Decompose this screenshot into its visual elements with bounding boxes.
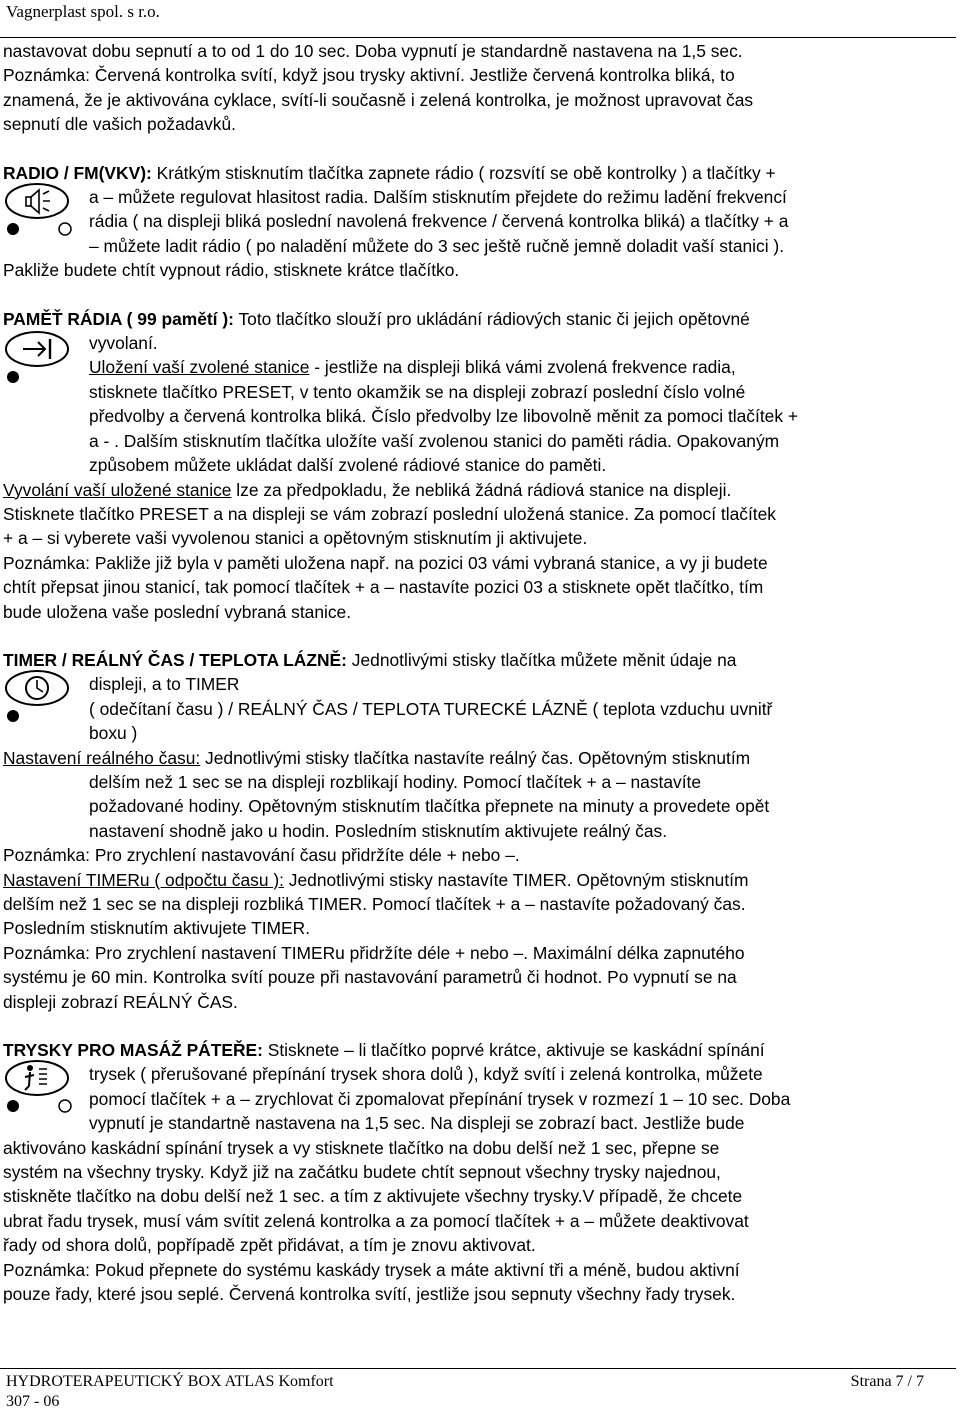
recall-station-label: Vyvolání vaší uložené stanice [3,479,232,500]
text-line: pomocí tlačítek + a – zrychlovat či zpomalovat přepínání trysek v rozmezí 1 – 10 sec. Doba [89,1088,791,1109]
text-line: Poznámka: Červená kontrolka svítí, když jsou trysky aktivní. Jestliže červená kontrolka bliká, to [3,65,735,86]
spine-jets-button-icon [3,1058,75,1116]
jets-title: TRYSKY PRO MASÁŽ PÁTEŘE: [3,1040,263,1061]
text-line: delším než 1 sec se na displeji rozblikají hodiny. Pomocí tlačítek + a – nastavíte [89,771,702,792]
text-line: bude uložena vaše poslední vybraná stanice. [3,601,352,622]
store-station-label: Uložení vaší zvolené stanice [89,357,310,378]
text-line: boxu ) [89,723,138,744]
text-line: Uložení vaší zvolené stanice - jestliže na displeji bliká vámi zvolená frekvence radia, [89,357,736,378]
text-line: systém na všechny trysky. Když již na začátku budete chtít sepnout všechny trysky najednou, [3,1162,721,1183]
text-line: Krátkým stisknutím tlačítka zapnete rádio ( rozsvítí se obě kontrolky ) a tlačítky + [156,162,776,183]
text-line: Poznámka: Pakliže již byla v paměti uložena např. na pozici 03 vámi vybraná stanice, a vy ji budete [3,552,768,573]
timer-heading-line [3,648,955,672]
text-line: vypnutí je standartně nastavena na 1,5 sec. Na displeji se zobrazí bact. Jestliže bude [89,1113,745,1134]
text-line: displeji, a to TIMER [89,674,240,695]
text-line: znamená, že je aktivována cyklace, svítí-li současně i zelená kontrolka, je možnost upravovat čas [3,89,754,110]
text-line: Posledním stisknutím aktivujete TIMER. [3,918,311,939]
text-line: a - . Dalším stisknutím tlačítka uložíte vaší zvolenou stanici do paměti rádia. Opakovaným [89,430,780,451]
text-line: vyvolaní. [89,333,158,354]
text-line: Stisknete – li tlačítko poprvé krátce, aktivuje se kaskádní spínání [262,1040,765,1061]
text-line: Poznámka: Pro zrychlení nastavení TIMERu přidržíte déle + nebo –. Maximální délka zapnutého [3,942,745,963]
text-line: – můžete ladit rádio ( po naladění můžete do 3 sec ještě ručně jemně doladit vaší stanici ). [89,235,785,256]
footer-divider [0,1368,956,1369]
text-line: předvolby a červená kontrolka bliká. Číslo předvolby lze libovolně měnit za pomoci tlačítek + [89,406,799,427]
text-line: systému je 60 min. Kontrolka svítí pouze při nastavování parametrů či hodnot. Po vypnutí se na [3,967,737,988]
footer-document-code: 307 - 06 [6,1393,60,1410]
radio-title: RADIO / FM(VKV): [3,162,152,183]
footer-page-number: Strana 7 / 7 [850,1373,924,1390]
header-divider [0,37,956,38]
text-line: displeji zobrazí REÁLNÝ ČAS. [3,991,238,1012]
text-line: Jednotlivými stisky tlačítka můžete měnit údaje na [346,649,737,670]
text-line: ( odečítaní času ) / REÁLNÝ ČAS / TEPLOTA TURECKÉ LÁZNĚ ( teplota vzduchu uvnitř [89,698,773,719]
radio-heading-line [3,161,955,185]
text-line: Vyvolání vaší uložené stanice lze za předpokladu, že nebliká žádná rádiová stanice na displeji. [3,479,732,500]
text-line: požadované hodiny. Opětovným stisknutím tlačítka přepnete na minuty a provedete opět [89,796,770,817]
text-line: rádia ( na displeji bliká poslední navolená frekvence / červená kontrolka bliká) a tlačítky + a [89,211,789,232]
jets-section [3,1038,955,1306]
footer-document-title: HYDROTERAPEUTICKÝ BOX ATLAS Komfort [6,1373,334,1390]
preset-button-icon [3,329,75,387]
text-line: Toto tlačítko slouží pro ukládání rádiových stanic či jejich opětovné [238,308,750,329]
memory-title: PAMĚŤ RÁDIA ( 99 pamětí ): [3,308,234,329]
memory-section [3,307,955,624]
timer-section [3,648,955,1014]
text-line: aktivováno kaskádní spínání trysek a vy stisknete tlačítko na dobu delší než 1 sec, přepne se [3,1137,720,1158]
radio-section [3,161,955,283]
text-line: pouze řady, které jsou seplé. Červená kontrolka svítí, jestliže jsou sepnuty všechny řady trysek. [3,1284,736,1305]
timer-title: TIMER / REÁLNÝ ČAS / TEPLOTA LÁZNĚ: [3,649,347,670]
text-line: + a – si vyberete vaši vyvolenou stanici a opětovným stisknutím ji aktivujete. [3,528,588,549]
text-line: Pakliže budete chtít vypnout rádio, stisknete krátce tlačítko. [3,260,460,281]
company-header: Vagnerplast spol. s r.o. [6,2,160,21]
text-line: Nastavení reálného času: Jednotlivými stisky tlačítka nastavíte reálný čas. Opětovným stisknutím [3,747,751,768]
memory-heading-line [3,307,955,331]
text-line: delším než 1 sec se na displeji rozbliká TIMER. Pomocí tlačítek + a – nastavíte požadovaný čas. [3,894,746,914]
text-line: sepnutí dle vašich požadavků. [3,114,236,135]
text-line: způsobem můžete ukládat další zvolené rádiové stanice do paměti. [89,455,607,476]
jets-heading-line [3,1038,955,1062]
text-line: chtít přepsat jinou stanicí, tak pomocí tlačítek + a – nastavíte pozici 03 a stisknete opět tlačítko, tím [3,577,764,598]
clock-button-icon [3,668,75,726]
text-line: Poznámka: Pro zrychlení nastavování času přidržíte déle + nebo –. [3,845,520,866]
text-line: řady od shora dolů, popřípadě zpět přidávat, a tím je znovu aktivovat. [3,1235,536,1256]
document-body [3,39,955,1307]
text-line: a – můžete regulovat hlasitost radia. Dalším stisknutím přejdete do režimu ladění frekvencí [89,187,787,208]
text-line: ubrat řadu trysek, musí vám svítit zelená kontrolka a za pomocí tlačítek + a – můžete deaktivovat [3,1210,749,1231]
text-line: stiskněte tlačítko na dobu delší než 1 sec. a tím z aktivujete všechny trysky.V případě, že chcete [3,1186,743,1207]
set-real-time-label: Nastavení reálného času: [3,747,201,768]
text-line: trysek ( přerušované přepínání trysek shora dolů ), když svítí i zelená kontrolka, můžete [89,1064,763,1085]
text-line: nastavovat dobu sepnutí a to od 1 do 10 sec. Doba vypnutí je standardně nastavena na 1,5 sec. [3,41,743,61]
intro-paragraph [3,39,955,137]
text-line: Stisknete tlačítko PRESET a na displeji se vám zobrazí poslední uložená stanice. Za pomocí tlačítek [3,503,776,524]
radio-button-icon [3,181,75,239]
set-timer-label: Nastavení TIMERu ( odpočtu času ): [3,869,284,890]
text-line: Poznámka: Pokud přepnete do systému kaskády trysek a máte aktivní tři a méně, budou aktivní [3,1259,740,1280]
text-line: nastavení shodně jako u hodin. Posledním stisknutím aktivujete reálný čas. [89,820,668,841]
text-line: stisknete tlačítko PRESET, v tento okamžik se na displeji zobrazí poslední číslo volné [89,381,746,402]
text-line: Nastavení TIMERu ( odpočtu času ): Jednotlivými stisky nastavíte TIMER. Opětovným stisknutím [3,869,749,890]
